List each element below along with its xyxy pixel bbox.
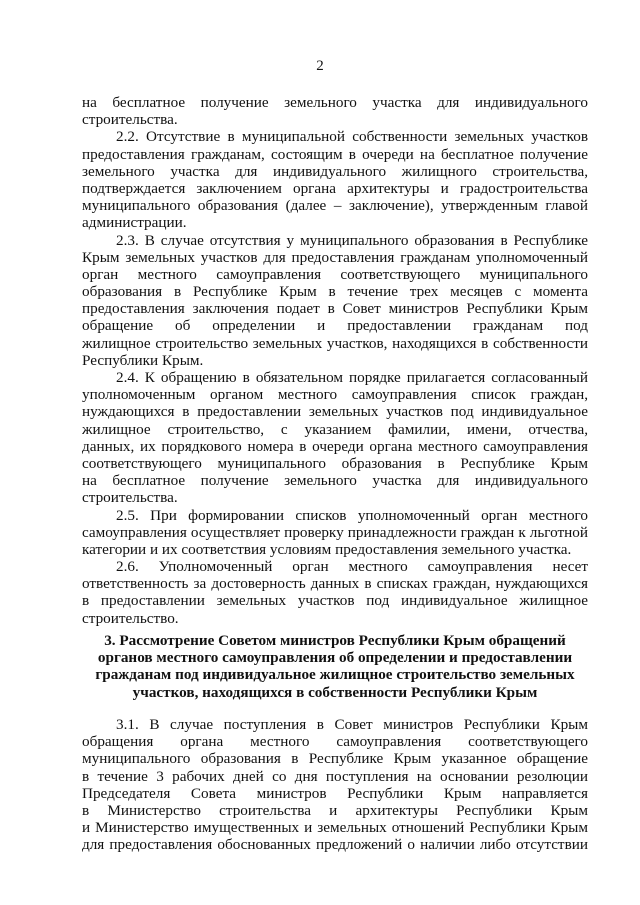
paragraph-line: орган местного самоуправления соответствующего муниципального: [82, 265, 588, 283]
paragraph-line: и Министерство имущественных и земельных отношений Республики Крым: [82, 819, 588, 837]
body-text-section-3: [82, 716, 588, 854]
paragraph-line: Крым земельных участков для предоставления гражданам уполномоченный: [82, 248, 588, 266]
paragraph-line: нуждающихся в предоставлении земельных участков под индивидуальное: [82, 403, 588, 421]
paragraph-line: категории и их соответствия условиям предоставления земельного участка.: [82, 540, 572, 558]
page-number: 2: [316, 58, 324, 74]
paragraph-line: в Министерство строительства и архитектуры Республики Крым: [82, 801, 588, 819]
paragraph-line: на бесплатное получение земельного участка для индивидуального: [82, 472, 588, 490]
paragraph-line: предоставления заключения подает в Совет министров Республики Крым: [82, 300, 588, 318]
paragraph-line: уполномоченным органом местного самоуправления список граждан,: [82, 386, 588, 404]
paragraph-line: муниципального образования (далее – заключение), утвержденным главой: [82, 197, 588, 215]
paragraph-line: Республики Крым.: [82, 351, 204, 369]
section-3-heading: [82, 632, 588, 701]
paragraph-line: 2.6. Уполномоченный орган местного самоуправления несет: [116, 558, 588, 576]
paragraph-line: муниципального образования в Республике Крым указанное обращение: [82, 750, 588, 768]
heading-line: гражданам под индивидуальное жилищное строительство земельных: [95, 666, 575, 684]
paragraph-line: строительство.: [82, 609, 179, 627]
paragraph-line: 2.5. При формировании списков уполномоченный орган местного: [116, 506, 588, 524]
heading-line: участков, находящихся в собственности Республики Крым: [132, 683, 538, 701]
heading-line: органов местного самоуправления об определении и предоставлении: [97, 649, 573, 667]
paragraph-line: жилищное строительство земельных участков, находящихся в собственности: [82, 334, 588, 352]
paragraph-line: самоуправления осуществляет проверку принадлежности граждан к льготной: [82, 523, 588, 541]
paragraph-line: жилищное строительство, с указанием фамилии, имени, отчества,: [82, 420, 588, 438]
paragraph-line: 3.1. В случае поступления в Совет министров Республики Крым: [116, 716, 588, 733]
paragraph-line: на бесплатное получение земельного участка для индивидуального: [82, 94, 588, 111]
paragraph-line: 2.4. К обращению в обязательном порядке прилагается согласованный: [116, 369, 588, 386]
paragraph-line: соответствующего муниципального образования в Республике Крым: [82, 454, 588, 472]
paragraph-line: предоставления гражданам, состоящим в очереди на бесплатное получение: [82, 145, 588, 163]
paragraph-line: земельного участка для индивидуального жилищного строительства,: [82, 162, 588, 180]
paragraph-line: в течение 3 рабочих дней со дня поступления на основании резолюции: [82, 767, 588, 785]
paragraph-line: администрации.: [82, 214, 187, 232]
paragraph-line: подтверждается заключением органа архитектуры и градостроительства: [82, 179, 588, 197]
heading-line: 3. Рассмотрение Советом министров Республики Крым обращений: [104, 632, 566, 649]
paragraph-line: в предоставлении земельных участков под индивидуальное жилищное: [82, 592, 588, 610]
paragraph-line: обращение об определении и предоставлении гражданам под: [82, 317, 588, 335]
paragraph-line: Председателя Совета министров Республики Крым направляется: [82, 784, 588, 802]
paragraph-line: для предоставления обоснованных предложений о наличии либо отсутствии: [82, 836, 588, 854]
body-text-section-2: [82, 94, 588, 627]
paragraph-line: строительства.: [82, 489, 178, 507]
paragraph-line: строительства.: [82, 111, 178, 129]
paragraph-line: ответственность за достоверность данных в списках граждан, нуждающихся: [82, 575, 588, 593]
paragraph-line: 2.3. В случае отсутствия у муниципального образования в Республике: [116, 231, 588, 249]
paragraph-line: обращения органа местного самоуправления соответствующего: [82, 733, 588, 751]
paragraph-line: данных, их порядкового номера в очереди органа местного самоуправления: [82, 437, 588, 455]
paragraph-line: образования в Республике Крым в течение трех месяцев с момента: [82, 283, 588, 301]
paragraph-line: 2.2. Отсутствие в муниципальной собственности земельных участков: [116, 128, 588, 146]
